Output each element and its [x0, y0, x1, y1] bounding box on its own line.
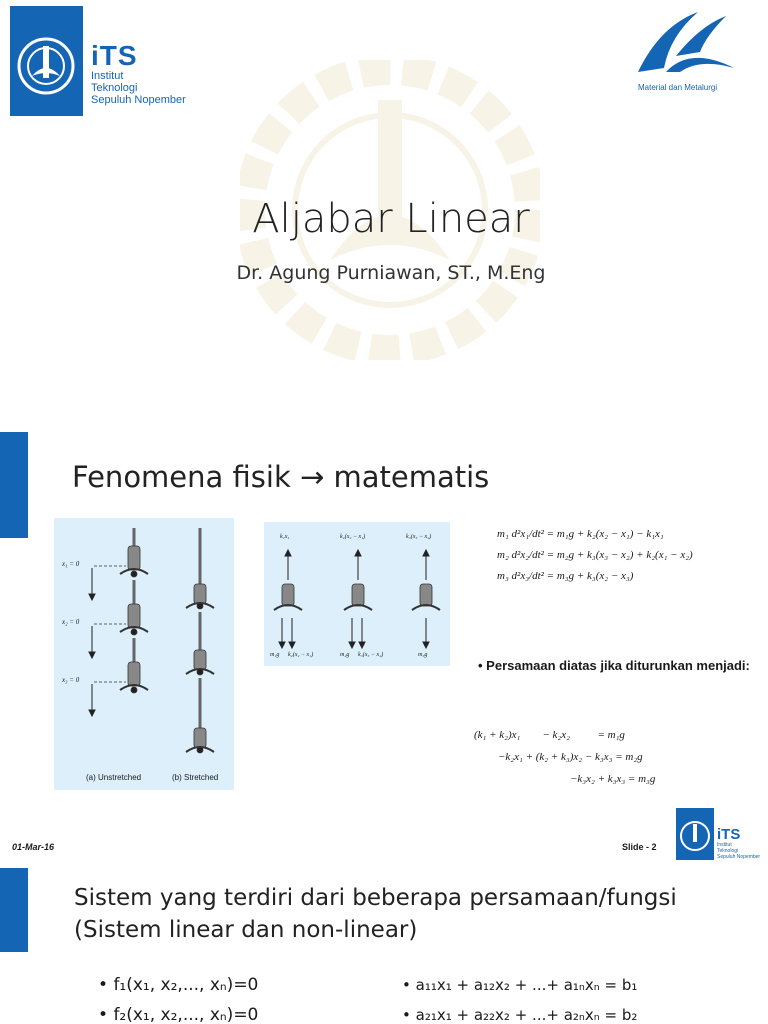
- footer-its-line-3: Sepuluh Nopember: [717, 854, 761, 860]
- weight-label-m1: m₁g: [270, 652, 280, 658]
- spring-label-k2-bottom: k₂(x₂ − x₁): [288, 652, 314, 658]
- phenomena-slide: [0, 412, 768, 860]
- title-slide: [0, 0, 768, 412]
- ode-equations: [497, 524, 747, 587]
- force-label-k3: k₃(x₃ − x₂): [406, 534, 432, 540]
- linear-equation-2: −k₂x₁ + (k₂ + k₃)x₂ − k₃x₃ = m₂g: [498, 751, 643, 763]
- linear-item-1: a₁₁x₁ + a₁₂x₂ + ...+ a₁ₙxₙ = b₁: [415, 976, 638, 994]
- x1-label: x₁ = 0: [62, 560, 80, 568]
- spring-mass-figure: [54, 518, 234, 790]
- nonlinear-list: [98, 970, 258, 1024]
- its-emblem-icon: [16, 36, 76, 96]
- function-item-1: f₁(x₁, x₂,..., xₙ)=0: [113, 975, 259, 995]
- weight-label-m2: m₂g: [340, 652, 350, 658]
- footer-date: 01-Mar-16: [12, 842, 55, 852]
- footer-its-line-1: Institut: [717, 842, 732, 848]
- linear-equation-1: (k₁ + k₂)x₁ − k₂x₂ = m₁g: [474, 729, 625, 741]
- its-logo: [10, 6, 83, 116]
- slide-subtitle: Dr. Agung Purniawan, ST., M.Eng: [236, 262, 546, 284]
- accent-bar: [0, 868, 28, 952]
- ode-equation-3: m₃ d²x₃/dt² = m₃g + k₃(x₂ − x₃): [497, 570, 634, 582]
- caption-unstretched: (a) Unstretched: [86, 773, 142, 782]
- linear-equations: [474, 724, 714, 790]
- bullet-icon: •: [478, 658, 487, 673]
- slide-title: [74, 882, 754, 946]
- caption-stretched: (b) Stretched: [172, 773, 219, 782]
- footer-slide-number: Slide - 2: [622, 842, 657, 852]
- weight-label-m3: m₃g: [418, 652, 428, 658]
- force-label-k1: k₁x₁: [280, 534, 290, 540]
- slide-title: Aljabar Linear: [252, 196, 530, 242]
- accent-bar: [0, 432, 28, 538]
- footer-its-wordmark: [717, 828, 760, 860]
- department-label: Material dan Metalurgi: [638, 83, 718, 92]
- footer-its-acronym: iTS: [717, 826, 741, 843]
- free-body-figure: [264, 522, 450, 666]
- ode-equation-1: m₁ d²x₁/dt² = m₁g + k₂(x₂ − x₁) − k₁x₁: [497, 528, 664, 540]
- list-item: • f₂(x₁, x₂,..., xₙ)=0: [98, 1005, 259, 1024]
- spring-mass-diagram: [54, 518, 234, 790]
- spring-label-k3-bottom: k₃(x₃ − x₂): [358, 652, 384, 658]
- its-wordmark: [91, 42, 186, 106]
- function-item-2: f₂(x₁, x₂,..., xₙ)=0: [113, 1005, 259, 1024]
- its-emblem-icon: [676, 808, 714, 860]
- ode-equation-2: m₂ d²x₂/dt² = m₂g + k₃(x₃ − x₂) + k₂(x₁ − x₂): [497, 549, 693, 561]
- list-item: • a₁₁x₁ + a₁₂x₂ + ...+ a₁ₙxₙ = b₁: [402, 976, 638, 994]
- bullet-label: Persamaan diatas jika diturunkan menjadi:: [486, 658, 750, 673]
- footer-its-logo: [676, 808, 714, 860]
- list-item: • f₁(x₁, x₂,..., xₙ)=0: [98, 975, 259, 995]
- force-label-k2: k₂(x₂ − x₁): [340, 534, 366, 540]
- linear-equation-3: −k₃x₂ + k₃x₃ = m₃g: [570, 773, 656, 785]
- list-item: • a₂₁x₁ + a₂₂x₂ + ...+ a₂ₙxₙ = b₂: [402, 1006, 638, 1024]
- x3-label: x₃ = 0: [62, 676, 80, 684]
- linear-item-2: a₂₁x₁ + a₂₂x₂ + ...+ a₂ₙxₙ = b₂: [415, 1006, 638, 1024]
- system-slide: [0, 860, 768, 1024]
- its-line-3: Sepuluh Nopember: [91, 94, 186, 106]
- its-acronym: iTS: [91, 40, 138, 71]
- linear-list: [402, 970, 637, 1024]
- free-body-diagram: [264, 522, 450, 666]
- x2-label: x₂ = 0: [62, 618, 80, 626]
- slide-title-line-1: Sistem yang terdiri dari beberapa persamaan/fungsi: [74, 885, 677, 911]
- footer-its-line-2: Teknologi: [717, 848, 739, 854]
- its-line-1: Institut: [91, 70, 124, 82]
- material-metalurgi-logo-icon: [630, 6, 740, 78]
- bullet-item: [478, 658, 763, 673]
- its-line-2: Teknologi: [91, 82, 138, 94]
- slide-title: Fenomena fisik → matematis: [72, 460, 490, 494]
- slide-title-line-2: (Sistem linear dan non-linear): [74, 917, 418, 943]
